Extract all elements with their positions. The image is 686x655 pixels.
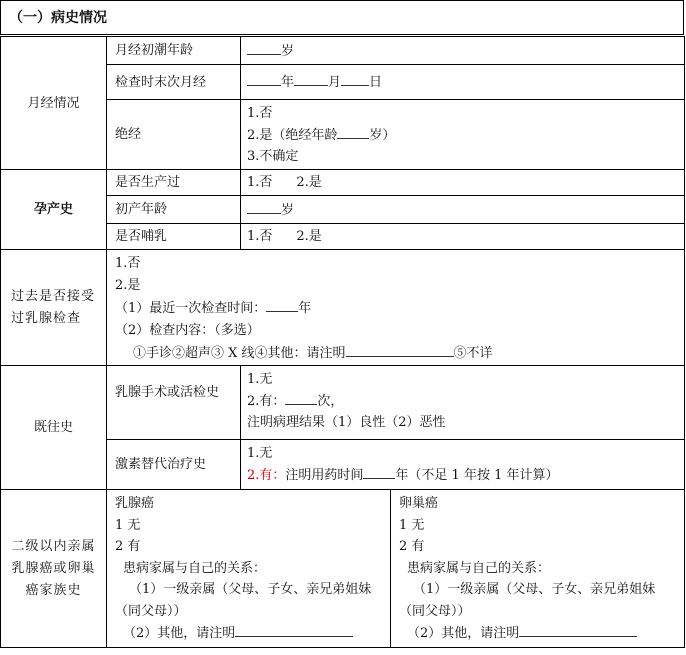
surgery-option-yes: 2.有： 次， bbox=[247, 390, 678, 412]
pregnancy-section-label: 孕产史 bbox=[1, 170, 107, 250]
surgery-option-no: 1.无 bbox=[247, 372, 273, 387]
breast-exam-options[interactable] bbox=[107, 250, 685, 366]
surgery-history-label: 乳腺手术或活检史 bbox=[107, 366, 241, 440]
breast-cancer-first-degree: （1）一级亲属（父母、子女、亲兄弟姐妹（同父母）） bbox=[115, 582, 372, 619]
breast-cancer-family-history[interactable] bbox=[107, 490, 391, 648]
menopause-option-unsure: 3.不确定 bbox=[247, 148, 299, 164]
lmp-label: 检查时末次月经 bbox=[107, 65, 241, 100]
breast-exam-section-label: 过去是否接受过乳腺检查 bbox=[1, 250, 107, 366]
past-history-section-label: 既往史 bbox=[1, 366, 107, 490]
ovarian-cancer-other: （2）其他，请注明 bbox=[399, 622, 678, 645]
ovarian-cancer-family-history[interactable] bbox=[391, 490, 685, 648]
first-birth-age-label: 初产年龄 bbox=[107, 196, 241, 224]
breast-cancer-option-yes: 2 有 bbox=[115, 539, 141, 554]
exam-content: （2）检查内容：（多选） bbox=[115, 323, 260, 338]
section-header: （一）病史情况 bbox=[0, 0, 684, 35]
breast-exam-option-yes: 2.是 bbox=[115, 278, 141, 293]
first-birth-age-field[interactable]: 岁 bbox=[241, 196, 685, 224]
hrt-history-label: 激素替代治疗史 bbox=[107, 440, 241, 490]
breast-cancer-option-no: 1 无 bbox=[115, 517, 141, 533]
hrt-option-no: 1.无 bbox=[247, 446, 273, 461]
family-history-section-label: 二级以内亲属乳腺癌或卵巢癌家族史 bbox=[1, 490, 107, 648]
hrt-history-options[interactable] bbox=[241, 440, 685, 490]
exam-content-options: ①手诊②超声③ X 线④其他：请注明 ⑤不详 bbox=[115, 342, 678, 365]
breastfeed-options[interactable]: 1.否 2.是 bbox=[241, 224, 685, 250]
menarche-age-label: 月经初潮年龄 bbox=[107, 37, 241, 65]
ovarian-cancer-title: 卵巢癌 bbox=[399, 496, 439, 511]
menstrual-section-label: 月经情况 bbox=[1, 37, 107, 170]
medical-history-table bbox=[0, 36, 685, 648]
menopause-options[interactable] bbox=[241, 100, 685, 170]
menopause-option-no: 1.否 bbox=[247, 105, 273, 121]
birth-options[interactable]: 1.否 2.是 bbox=[241, 170, 685, 196]
menarche-age-field[interactable]: 岁 bbox=[241, 37, 685, 65]
ovarian-cancer-relation: 患病家属与自己的关系： bbox=[407, 560, 551, 576]
ovarian-cancer-option-yes: 2 有 bbox=[399, 539, 425, 554]
ovarian-cancer-first-degree: （1）一级亲属（父母、子女、亲兄弟姐妹（同父母）） bbox=[399, 582, 656, 619]
menopause-option-yes: 2.是（绝经年龄 岁） bbox=[247, 124, 678, 146]
surgery-history-options[interactable] bbox=[241, 366, 685, 440]
ovarian-cancer-option-no: 1 无 bbox=[399, 517, 425, 533]
last-exam-time: （1）最近一次检查时间： 年 bbox=[115, 297, 678, 320]
surgery-pathology: 注明病理结果（1）良性（2）恶性 bbox=[247, 415, 446, 430]
birth-label: 是否生产过 bbox=[107, 170, 241, 196]
lmp-date-field[interactable]: 年 月 日 bbox=[241, 65, 685, 100]
breast-exam-option-no: 1.否 bbox=[115, 256, 141, 271]
breast-cancer-other: （2）其他，请注明 bbox=[115, 622, 384, 645]
breast-cancer-title: 乳腺癌 bbox=[115, 496, 155, 511]
breast-cancer-relation: 患病家属与自己的关系： bbox=[123, 560, 267, 576]
breastfeed-label: 是否哺乳 bbox=[107, 224, 241, 250]
menopause-label: 绝经 bbox=[107, 100, 241, 170]
hrt-option-yes: 2.有：注明用药时间 年（不足 1 年按 1 年计算） bbox=[247, 464, 678, 486]
